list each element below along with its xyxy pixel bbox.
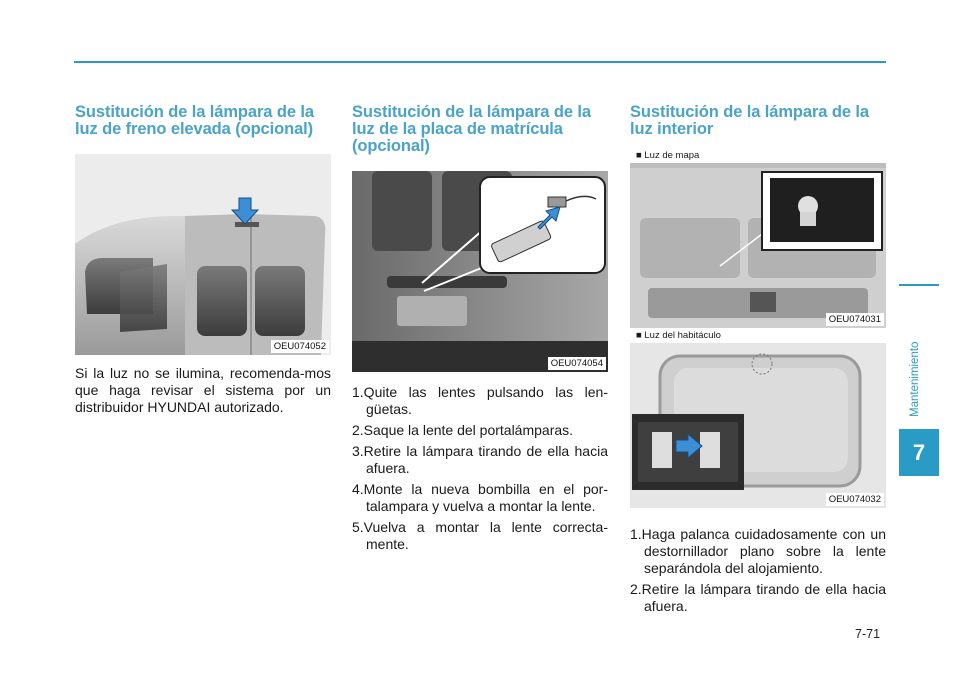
van-rear-illustration bbox=[75, 154, 331, 355]
list-item: 2.Retire la lámpara tirando de ella hacia afuera. bbox=[630, 581, 886, 614]
steps-list bbox=[630, 526, 886, 615]
figure-code: OEU074031 bbox=[826, 313, 884, 326]
steps-list bbox=[352, 384, 608, 553]
top-rule bbox=[74, 61, 886, 63]
figure-brake-light bbox=[75, 154, 331, 355]
figure-cabin-light bbox=[630, 328, 886, 508]
list-item: 3.Retire la lámpara tirando de ella hacia afuera. bbox=[352, 443, 608, 476]
figure-map-light bbox=[630, 148, 886, 328]
sidebar-rule bbox=[899, 284, 939, 286]
figure-caption: ■ Luz de mapa bbox=[630, 148, 886, 163]
figure-code: OEU074054 bbox=[548, 357, 606, 370]
list-item: 2.Saque la lente del portalámparas. bbox=[352, 422, 574, 438]
map-light-illustration bbox=[630, 148, 886, 328]
sidebar-label: Mantenimiento bbox=[909, 341, 921, 417]
chapter-badge: 7 bbox=[899, 429, 939, 476]
figure-code: OEU074032 bbox=[826, 493, 884, 506]
list-item: 1.Quite las lentes pulsando las len-güetas. bbox=[352, 384, 608, 417]
body-text: Si la luz no se ilumina, recomenda-mos que haga revisar el sistema por un distribuidor HYUNDAI autorizado. bbox=[75, 365, 331, 415]
section-heading: Sustitución de la lámpara de la luz de freno elevada (opcional) bbox=[75, 103, 314, 138]
section-interior-light bbox=[630, 104, 886, 619]
section-heading: Sustitución de la lámpara de la luz de la placa de matrícula (opcional) bbox=[352, 103, 591, 155]
figure-caption: ■ Luz del habitáculo bbox=[630, 328, 886, 343]
list-item: 5.Vuelva a montar la lente correcta-mente. bbox=[352, 519, 608, 552]
rear-door-illustration bbox=[352, 171, 608, 372]
section-license-plate-light bbox=[352, 104, 608, 557]
list-item: 1.Haga palanca cuidadosamente con un destornillador plano sobre la lente separándola del alojamiento. bbox=[630, 526, 886, 576]
page-number: 7-71 bbox=[855, 627, 881, 641]
cabin-light-illustration bbox=[630, 328, 886, 508]
figure-license-plate-light bbox=[352, 171, 608, 372]
figure-code: OEU074052 bbox=[271, 340, 329, 353]
section-heading: Sustitución de la lámpara de la luz interior bbox=[630, 103, 869, 138]
list-item: 4.Monte la nueva bombilla en el por-talampara y vuelva a montar la lente. bbox=[352, 481, 608, 514]
section-brake-light bbox=[75, 104, 331, 416]
